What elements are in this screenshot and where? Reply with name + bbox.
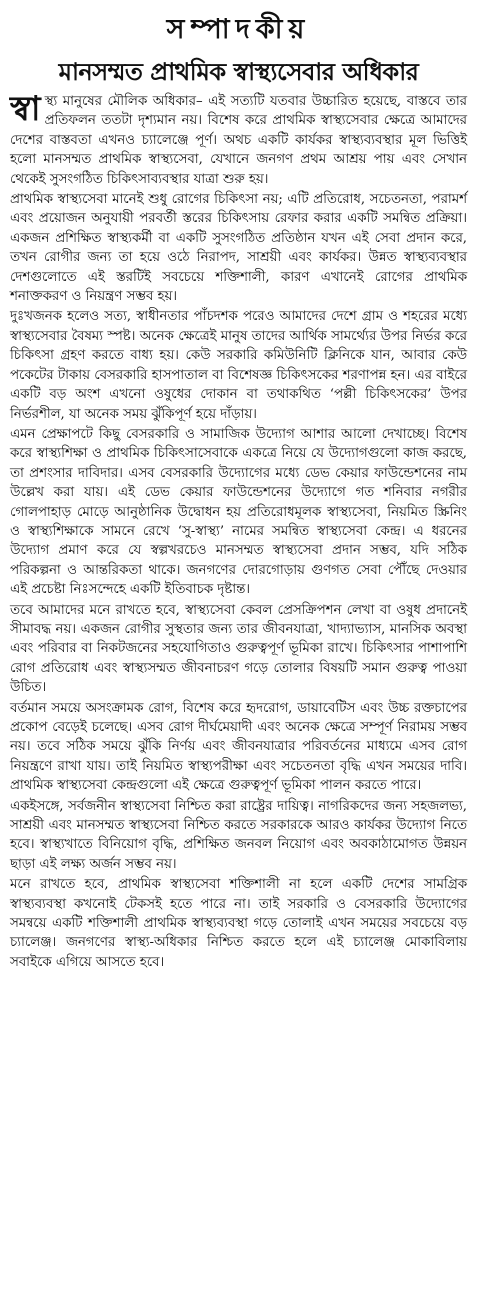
paragraph-8: মনে রাখতে হবে, প্রাথমিক স্বাস্থ্যসেবা শক্তিশালী না হলে একটি দেশের সামগ্রিক স্বাস্থ্যব্যবস্থা কখনোই টেকসই হতে পারে না। তাই সরকারি ও বেসরকারি উদ্যোগের সমন্বয়ে একটি শক্তিশালী প্রাথমিক স্বাস্থ্যব্যবস্থা গড়ে তোলাই এখন সময়ের সবচেয়ে বড় চ্যালেঞ্জ। জনগণের স্বাস্থ্য-অধিকার নিশ্চিত করতে হলে এই চ্যালেঞ্জ মোকাবিলায় সবাইকে এগিয়ে আসতে হবে।: [10, 877, 467, 970]
paragraph-1: [10, 89, 467, 189]
paragraph-5: তবে আমাদের মনে রাখতে হবে, স্বাস্থ্যসেবা কেবল প্রেসক্রিপশন লেখা বা ওষুধ প্রদানেই সীমাবদ্ধ নয়। একজন রোগীর সুস্থতার জন্য তার জীবনযাত্রা, খাদ্যাভ্যাস, মানসিক অবস্থা এবং পরিবার বা নিকটজনের সহযোগিতাও গুরুত্বপূর্ণ ভূমিকা রাখে। চিকিৎসার পাশাপাশি রোগ প্রতিরোধ এবং স্বাস্থ্যসম্মত জীবনাচরণ গড়ে তোলার বিষয়টি সমান গুরুত্ব পাওয়া উচিত।: [10, 602, 467, 696]
section-label: সম্পাদকীয়: [166, 14, 311, 45]
paragraph-1-text: স্থ্য মানুষের মৌলিক অধিকার– এই সত্যটি যতবার উচ্চারিত হয়েছে, বাস্তবে তার প্রতিফলন ততটা দৃশ্যমান নয়। বিশেষ করে প্রাথমিক স্বাস্থ্যসেবার ক্ষেত্রে আমাদের দেশের বাস্তবতা এখনও চ্যালেঞ্জে পূর্ণ। অথচ একটি কার্যকর স্বাস্থ্যব্যবস্থার মূল ভিত্তিই হলো মানসম্মত প্রাথমিক স্বাস্থ্যসেবা, যেখানে জনগণ প্রথম আশ্রয় পায় এবং সেখান থেকেই সুসংগঠিত চিকিৎসাব্যবস্থার যাত্রা শুরু হয়।: [10, 94, 467, 187]
paragraph-4: এমন প্রেক্ষাপটে কিছু বেসরকারি ও সামাজিক উদ্যোগ আশার আলো দেখাচ্ছে। বিশেষ করে স্বাস্থ্যশিক্ষা ও প্রাথমিক চিকিৎসাসেবাকে একত্রে নিয়ে যে উদ্যোগগুলো কাজ করছে, তা প্রশংসার দাবিদার। এসব বেসরকারি উদ্যোগের মধ্যে ডেভ কেয়ার ফাউন্ডেশনের নাম উল্লেখ করা যায়। এই ডেভ কেয়ার ফাউন্ডেশনের উদ্যোগে গত শনিবার নগরীর গোলপাহাড় মোড়ে আনুষ্ঠানিক উদ্বোধন হয় প্রতিরোধমূলক স্বাস্থ্যসেবা, নিয়মিত স্ক্রিনিং ও স্বাস্থ্যশিক্ষাকে সামনে রেখে ‘সু-স্বাস্থ্য’ নামের সমন্বিত স্বাস্থ্যসেবা কেন্দ্র। এ ধরনের উদ্যোগ প্রমাণ করে যে স্বল্পখরচেও মানসম্মত স্বাস্থ্যসেবা প্রদান সম্ভব, যদি সঠিক পরিকল্পনা ও আন্তরিকতা থাকে। জনগণের দোরগোড়ায় গুণগত সেবা পৌঁছে দেওয়ার এই প্রচেষ্টা নিঃসন্দেহে একটি ইতিবাচক দৃষ্টান্ত।: [10, 426, 467, 598]
headline: মানসম্মত প্রাথমিক স্বাস্থ্যসেবার অধিকার: [58, 58, 419, 86]
drop-cap: স্বা: [10, 89, 41, 129]
paragraph-7: একইসঙ্গে, সর্বজনীন স্বাস্থ্যসেবা নিশ্চিত করা রাষ্ট্রের দায়িত্ব। নাগরিকদের জন্য সহজলভ্য, সাশ্রয়ী এবং মানসম্মত স্বাস্থ্যসেবা নিশ্চিত করতে সরকারকে আরও কার্যকর উদ্যোগ নিতে হবে। স্বাস্থ্যখাতে বিনিয়োগ বৃদ্ধি, প্রশিক্ষিত জনবল নিয়োগ এবং অবকাঠামোগত উন্নয়ন ছাড়া এই লক্ষ্য অর্জন সম্ভব নয়।: [10, 798, 467, 872]
paragraph-3: দুঃখজনক হলেও সত্য, স্বাধীনতার পাঁচদশক পরেও আমাদের দেশে গ্রাম ও শহরের মধ্যে স্বাস্থ্যসেবার বৈষম্য স্পষ্ট। অনেক ক্ষেত্রেই মানুষ তাদের আর্থিক সামর্থ্যের উপর নির্ভর করে চিকিৎসা গ্রহণ করতে বাধ্য হয়। কেউ সরকারি কমিউনিটি ক্লিনিকে যান, আবার কেউ পকেটের টাকায় বেসরকারি হাসপাতাল বা বিশেষজ্ঞ চিকিৎসকের শরণাপন্ন হন। এর বাইরে একটি বড় অংশ এখনো ওষুধের দোকান বা তথাকথিত ‘পল্লী চিকিৎসকের’ উপর নির্ভরশীল, যা অনেক সময় ঝুঁকিপূর্ণ হয়ে দাঁড়ায়।: [10, 309, 467, 422]
article-body: [10, 89, 467, 972]
paragraph-2: প্রাথমিক স্বাস্থ্যসেবা মানেই শুধু রোগের চিকিৎসা নয়; এটি প্রতিরোধ, সচেতনতা, পরামর্শ এবং প্রয়োজন অনুযায়ী পরবর্তী স্তরের চিকিৎসায় রেফার করার একটি সমন্বিত প্রক্রিয়া। একজন প্রশিক্ষিত স্বাস্থ্যকর্মী বা একটি সুসংগঠিত প্রতিষ্ঠান যখন এই সেবা প্রদান করে, তখন রোগীর জন্য তা হয়ে ওঠে নিরাপদ, সাশ্রয়ী এবং কার্যকর। উন্নত স্বাস্থ্যব্যবস্থার দেশগুলোতে এই স্তরটিই সবচেয়ে শক্তিশালী, কারণ এখানেই রোগের প্রাথমিক শনাক্তকরণ ও নিয়ন্ত্রণ সম্ভব হয়।: [10, 192, 467, 305]
paragraph-6: বর্তমান সময়ে অসংক্রামক রোগ, বিশেষ করে হৃদরোগ, ডায়াবেটিস এবং উচ্চ রক্তচাপের প্রকোপ বেড়েই চলেছে। এসব রোগ দীর্ঘমেয়াদী এবং অনেক ক্ষেত্রে সম্পূর্ণ নিরাময় সম্ভব নয়। তবে সঠিক সময়ে ঝুঁকি নির্ণয় এবং জীবনযাত্রার পরিবর্তনের মাধ্যমে এসব রোগ নিয়ন্ত্রণে রাখা যায়। তাই নিয়মিত স্বাস্থ্যপরীক্ষা এবং সচেতনতা বৃদ্ধি এখন সময়ের দাবি। প্রাথমিক স্বাস্থ্যসেবা কেন্দ্রগুলো এই ক্ষেত্রে গুরুত্বপূর্ণ ভূমিকা পালন করতে পারে।: [10, 700, 467, 794]
